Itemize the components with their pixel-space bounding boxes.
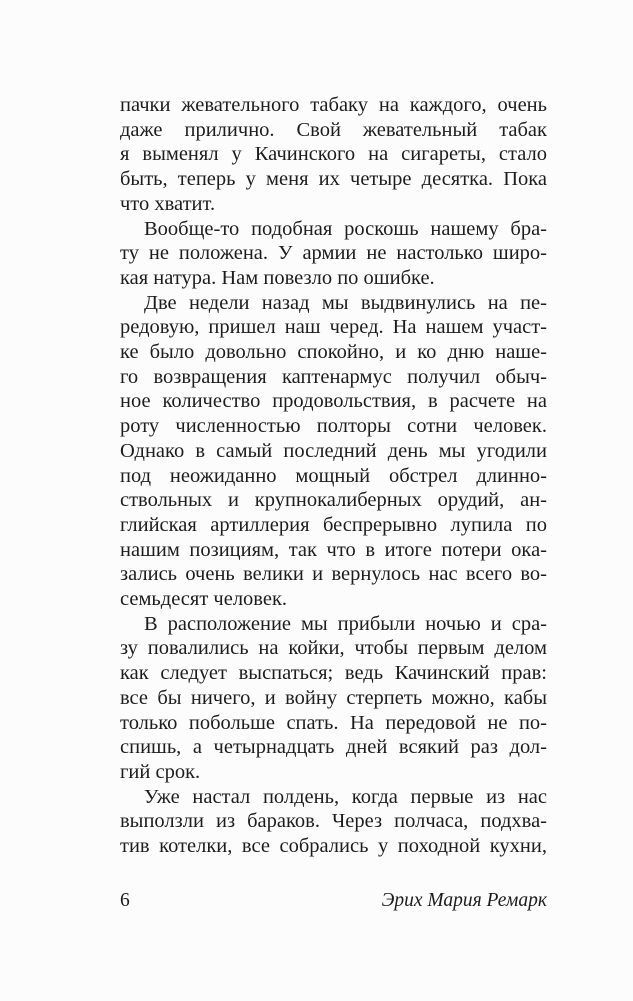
text-line: что хватит. bbox=[120, 192, 216, 215]
text-line: я выменял у Качинского на сигареты, стало bbox=[120, 143, 547, 166]
text-line: быть, теперь у меня их четыре десятка. Пока bbox=[120, 168, 547, 191]
text-line: В расположение мы прибыли ночью и сра- bbox=[144, 612, 547, 635]
text-line: как следует выспаться; ведь Качинский прав: bbox=[120, 662, 547, 685]
page-footer bbox=[120, 890, 547, 912]
text-block bbox=[120, 93, 547, 859]
text-line: ту не положена. У армии не настолько широ- bbox=[120, 242, 547, 265]
paragraph bbox=[120, 291, 547, 612]
text-line: пачки жевательного табаку на каждого, очень bbox=[120, 94, 547, 116]
text-line: кая натура. Нам повезло по ошибке. bbox=[120, 266, 435, 289]
text-line: го возвращения каптенармус получил обыч- bbox=[120, 365, 547, 388]
text-line: Вообще-то подобная роскошь нашему бра- bbox=[144, 217, 547, 240]
text-line: семьдесят человек. bbox=[120, 588, 288, 611]
paragraph bbox=[120, 217, 547, 291]
text-line: роту численностью полторы сотни человек. bbox=[120, 415, 547, 438]
page-number: 6 bbox=[120, 889, 130, 911]
text-line: спишь, а четырнадцать дней всякий раз дол- bbox=[120, 736, 547, 759]
text-line: Однако в самый последний день мы угодили bbox=[120, 439, 547, 462]
running-author: Эрих Мария Ремарк bbox=[381, 889, 547, 911]
text-line: нашим позициям, так что в итоге потери ока- bbox=[120, 538, 547, 561]
text-line: ствольных и крупнокалиберных орудий, ан- bbox=[120, 489, 547, 512]
paragraph bbox=[120, 93, 547, 217]
text-line: Две недели назад мы выдвинулись на пе- bbox=[144, 291, 547, 314]
text-line: только побольше спать. На передовой не по- bbox=[120, 711, 547, 734]
text-line: Уже настал полдень, когда первые из нас bbox=[144, 785, 547, 808]
text-line: выползли из бараков. Через полчаса, подхва- bbox=[120, 810, 547, 833]
text-line: зу повалились на койки, чтобы первым делом bbox=[120, 637, 547, 660]
paragraph bbox=[120, 785, 547, 859]
text-line: ное количество продовольствия, в расчете на bbox=[120, 390, 547, 413]
text-line: тив котелки, все собрались у походной кухни, bbox=[120, 835, 547, 858]
text-line: гий срок. bbox=[120, 760, 201, 783]
text-line: глийская артиллерия беспрерывно лупила по bbox=[120, 513, 547, 536]
text-line: ке было довольно спокойно, и ко дню наше- bbox=[120, 341, 547, 364]
text-line: все бы ничего, и войну стерпеть можно, кабы bbox=[120, 686, 547, 709]
text-line: редовую, пришел наш черед. На нашем участ- bbox=[120, 316, 547, 339]
text-line: даже прилично. Свой жевательный табак bbox=[120, 118, 547, 141]
text-line: зались очень велики и вернулось нас всего во- bbox=[120, 563, 547, 586]
paragraph bbox=[120, 612, 547, 785]
text-line: под неожиданно мощный обстрел длинно- bbox=[120, 464, 547, 487]
